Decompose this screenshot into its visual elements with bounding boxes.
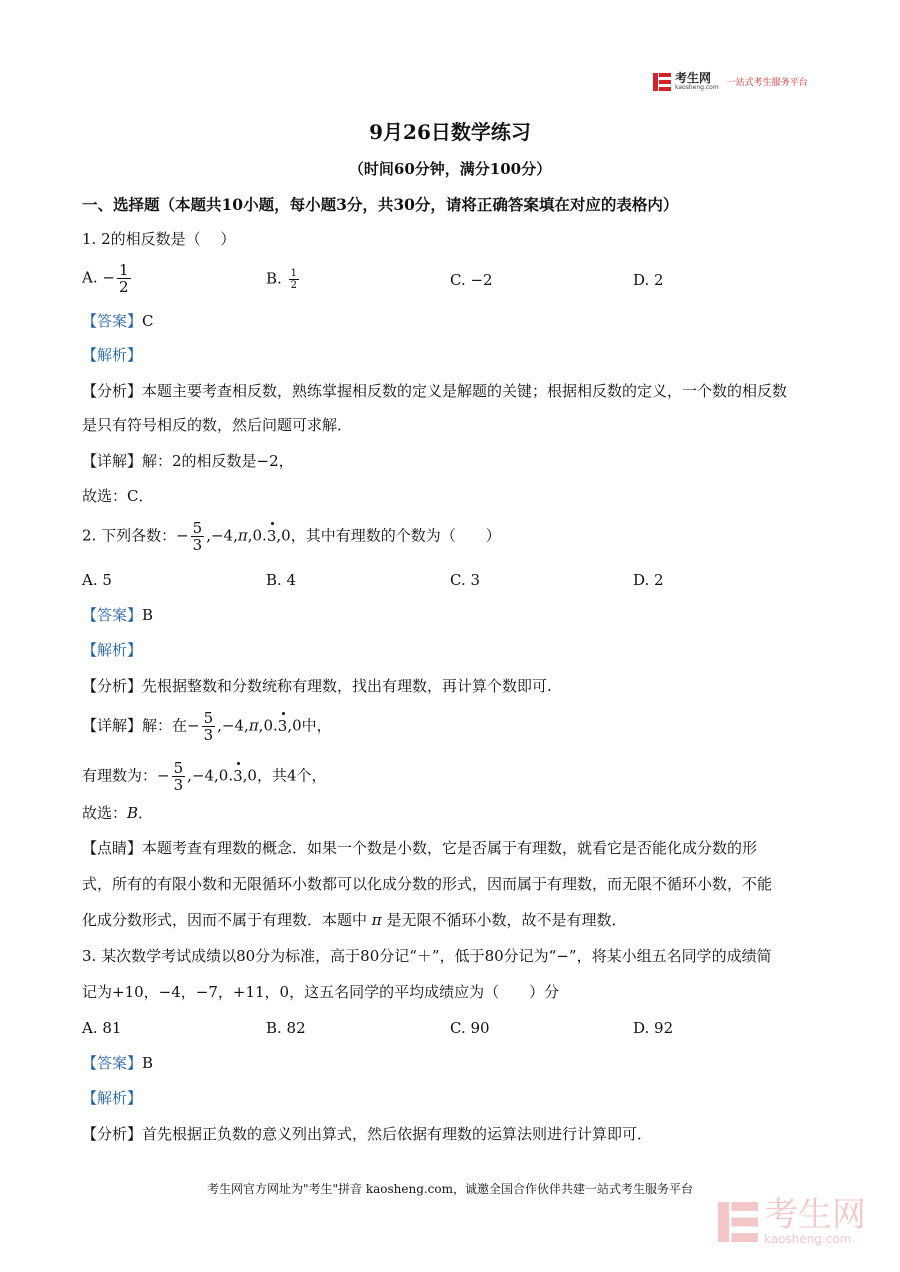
dianjing-tag: 【点睛】 [82, 839, 143, 857]
q3-analysis-tag: 【解析】 [82, 1089, 143, 1107]
q2-rational-fraction [172, 760, 186, 793]
answer-tag: 【答案】 [82, 606, 143, 624]
q2-option-a: A. 5 [82, 571, 112, 589]
q2-fenxi [82, 676, 552, 696]
conclusion-choice: B [127, 804, 139, 822]
fraction-denominator: 3 [173, 776, 184, 794]
q1-option-b-label: B. [266, 269, 282, 288]
number-list: ,0. [247, 526, 267, 545]
q2-rational-list [82, 760, 327, 793]
fraction-numerator: 1 [290, 268, 297, 279]
answer-value: B [142, 606, 154, 624]
q2-dianjing-line-2: 式，所有的有限小数和无限循环小数都可以化成分数的形式，因而属于有理数，而无限不循环小数，不能 [82, 875, 773, 893]
pi-symbol: π [371, 911, 382, 929]
page-title: 9月26日数学练习 [369, 120, 531, 144]
q3-stem-line-1: 3. 某次数学考试成绩以80分为标准，高于80分记“＋”，低于80分记为“−”，将某小组五名同学的成绩简 [82, 947, 772, 965]
detail-tag: 【详解】 [82, 716, 143, 735]
q2-option-c: C. 3 [450, 571, 481, 589]
q2-option-b: B. 4 [266, 571, 297, 589]
q2-detail [82, 710, 332, 743]
section-heading: 一、选择题（本题共10小题，每小题3分，共30分，请将正确答案填在对应的表格内） [82, 195, 679, 214]
fenxi-text: 首先根据正负数的意义列出算式，然后依据有理数的运算法则进行计算即可． [142, 1125, 653, 1143]
q3-option-c: C. 90 [450, 1019, 490, 1037]
detail-text: 解：在 [142, 716, 188, 735]
fraction-numerator: 5 [203, 709, 214, 727]
conclusion-text: 故选： [82, 804, 128, 822]
q1-answer [82, 311, 154, 331]
neg-sign: − [157, 766, 170, 785]
q2-stem [82, 520, 501, 553]
repeating-digit: 3 [277, 716, 288, 735]
detail-tag: 【详解】 [82, 452, 143, 470]
watermark-domain: kaosheng.com [764, 1232, 852, 1246]
number-list: ,0 [287, 716, 302, 735]
repeating-digit: 3 [233, 766, 243, 785]
q2-stem-prefix: 2. 下列各数： [82, 526, 177, 545]
number-list: ,0 [276, 526, 291, 545]
q3-option-b: B. 82 [266, 1019, 306, 1037]
q1-option-c: C. −2 [450, 271, 493, 289]
answer-tag: 【答案】 [82, 1054, 143, 1072]
q2-fraction [191, 520, 205, 553]
q2-dianjing-line-1 [82, 838, 757, 858]
q1-stem: 1. 2的相反数是（ ） [82, 230, 236, 248]
fenxi-text: 本题主要考查相反数，熟练掌握相反数的定义是解题的关键；根据相反数的定义，一个数的相反数 [142, 382, 788, 400]
q1-option-b-fraction [289, 268, 299, 291]
page-footer: 考生网官方网址为"考生"拼音 kaosheng.com，诚邀全国合作伙伴共建一站式考生服务平台 [206, 1182, 694, 1196]
rational-suffix: ，共4个， [256, 766, 327, 785]
fraction-numerator: 5 [192, 519, 203, 537]
watermark-text: 考生网 [764, 1195, 866, 1235]
fraction-denominator: 2 [290, 280, 297, 291]
number-list: ,−4, [206, 526, 238, 545]
dianjing-text: 化成分数形式，因而不属于有理数．本题中 [82, 911, 368, 929]
answer-tag: 【答案】 [82, 312, 143, 330]
watermark [718, 1195, 866, 1246]
q1-option-a-sign: − [102, 268, 115, 287]
brand-logo [653, 72, 808, 91]
number-list: ,0. [258, 716, 278, 735]
number-list: ,0 [242, 766, 257, 785]
neg-sign: − [176, 526, 189, 545]
q2-stem-suffix: ，其中有理数的个数为（ ） [290, 526, 501, 545]
q1-option-a [82, 262, 133, 295]
detail-text: 中， [301, 716, 332, 735]
q1-option-a-fraction [117, 262, 131, 295]
watermark-text-block [764, 1195, 866, 1246]
q3-stem-line-2: 记为+10，−4，−7，+11，0，这五名同学的平均成绩应为（ ）分 [82, 983, 560, 1001]
fenxi-tag: 【分析】 [82, 1125, 143, 1143]
conclusion-text: ． [138, 804, 154, 822]
fenxi-text: 先根据整数和分数统称有理数，找出有理数，再计算个数即可. [142, 677, 552, 695]
q1-option-d: D. 2 [633, 271, 664, 289]
pi-symbol: π [237, 526, 248, 545]
dianjing-text: 是无限不循环小数，故不是有理数． [386, 911, 627, 929]
q1-option-a-label: A. [82, 268, 98, 287]
fraction-denominator: 3 [203, 726, 214, 744]
fraction-numerator: 1 [118, 261, 129, 279]
q2-answer [82, 605, 153, 625]
watermark-logo-icon [718, 1202, 758, 1242]
q1-conclusion: 故选：C． [82, 487, 154, 505]
dianjing-text: 本题考查有理数的概念．如果一个数是小数，它是否属于有理数，就看它是否能化成分数的形 [142, 839, 758, 857]
fraction-numerator: 5 [173, 759, 184, 777]
fenxi-tag: 【分析】 [82, 677, 143, 695]
answer-value: B [142, 1054, 154, 1072]
fraction-denominator: 3 [192, 536, 203, 554]
fenxi-tag: 【分析】 [82, 382, 143, 400]
rational-prefix: 有理数为： [82, 766, 158, 785]
kaosheng-logo-icon [653, 73, 671, 91]
q2-detail-fraction [202, 710, 216, 743]
number-list: ,−4, [217, 716, 249, 735]
answer-value: C [142, 312, 154, 330]
fraction-denominator: 2 [118, 278, 129, 296]
pi-symbol: π [248, 716, 259, 735]
q1-analysis-tag: 【解析】 [82, 346, 143, 364]
logo-slogan: 一站式考生服务平台 [726, 78, 808, 88]
q3-option-a: A. 81 [82, 1019, 122, 1037]
repeating-digit: 3 [266, 526, 277, 545]
page-subtitle: （时间60分钟，满分100分） [348, 160, 552, 178]
q2-dianjing-line-3 [82, 910, 626, 930]
number-list: ,−4,0. [187, 766, 234, 785]
logo-domain: kaosheng.com [675, 84, 719, 91]
q1-fenxi-line-2: 是只有符号相反的数，然后问题可求解． [82, 416, 353, 434]
q2-option-d: D. 2 [633, 571, 664, 589]
q3-option-d: D. 92 [633, 1019, 674, 1037]
q3-fenxi [82, 1124, 652, 1144]
logo-text [675, 72, 719, 91]
neg-sign: − [187, 716, 200, 735]
logo-name: 考生网 [675, 71, 712, 85]
q1-detail [82, 451, 294, 471]
q1-fenxi-line-1 [82, 381, 787, 401]
q3-answer [82, 1053, 153, 1073]
q2-conclusion [82, 803, 153, 823]
q1-option-b [266, 268, 301, 291]
q2-analysis-tag: 【解析】 [82, 641, 143, 659]
detail-text: 解：2的相反数是−2， [142, 452, 294, 470]
